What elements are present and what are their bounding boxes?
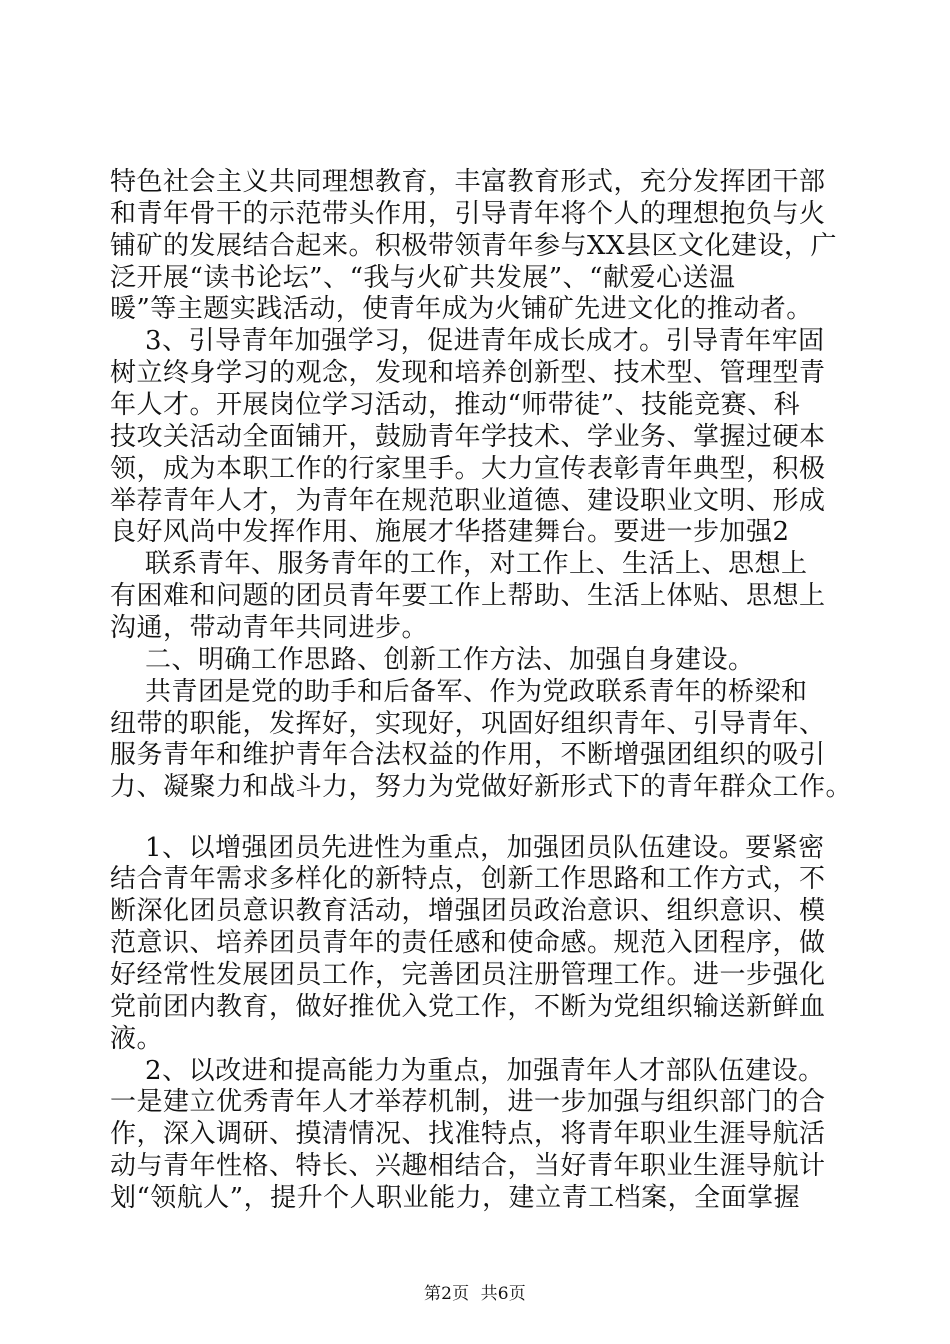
text-line: 暖”等主题实践活动，使青年成为火铺矿先进文化的推动者。 [110, 294, 813, 324]
text-line: 好经常性发展团员工作，完善团员注册管理工作。进一步强化 [110, 960, 826, 990]
text-line: 液。 [110, 1024, 164, 1054]
text-line: 2、以改进和提高能力为重点，加强青年人才部队伍建设。 [110, 1056, 825, 1086]
text-line: 举荐青年人才，为青年在规范职业道德、建设职业文明、形成 [110, 486, 826, 516]
text-line: 动与青年性格、特长、兴趣相结合，当好青年职业生涯导航计 [110, 1151, 826, 1181]
text-line: 3、引导青年加强学习，促进青年成长成才。引导青年牢固 [110, 326, 825, 356]
page-number-footer: 第2页 共6页 [423, 1284, 527, 1304]
text-line: 树立终身学习的观念，发现和培养创新型、技术型、管理型青 [110, 358, 826, 388]
text-line: 范意识、培养团员青年的责任感和使命感。规范入团程序，做 [110, 928, 826, 958]
text-line: 技攻关活动全面铺开，鼓励青年学技术、学业务、掌握过硬本 [110, 422, 826, 452]
text-line: 年人才。开展岗位学习活动，推动“师带徒”、技能竞赛、科 [110, 390, 801, 420]
text-line: 划“领航人”，提升个人职业能力，建立青工档案，全面掌握 [110, 1183, 801, 1213]
text-line: 1、以增强团员先进性为重点，加强团员队伍建设。要紧密 [110, 833, 825, 863]
text-line: 领，成为本职工作的行家里手。大力宣传表彰青年典型，积极 [110, 454, 826, 484]
text-line: 二、明确工作思路、创新工作方法、加强自身建设。 [110, 645, 755, 675]
text-line: 沟通，带动青年共同进步。 [110, 613, 429, 643]
text-line: 联系青年、服务青年的工作，对工作上、生活上、思想上 [110, 549, 808, 579]
text-line: 有困难和问题的团员青年要工作上帮助、生活上体贴、思想上 [110, 581, 826, 611]
text-line: 力、凝聚力和战斗力，努力为党做好新形式下的青年群众工作。 [110, 772, 853, 802]
text-line: 特色社会主义共同理想教育，丰富教育形式，充分发挥团干部 [110, 167, 826, 197]
text-line: 作，深入调研、摸清情况、找准特点，将青年职业生涯导航活 [110, 1119, 826, 1149]
text-line: 服务青年和维护青年合法权益的作用，不断增强团组织的吸引 [110, 740, 826, 770]
text-line: 断深化团员意识教育活动，增强团员政治意识、组织意识、模 [110, 896, 826, 926]
text-line: 纽带的职能，发挥好，实现好，巩固好组织青年、引导青年、 [110, 709, 826, 739]
text-line: 一是建立优秀青年人才举荐机制，进一步加强与组织部门的合 [110, 1087, 826, 1117]
text-line: 结合青年需求多样化的新特点，创新工作思路和工作方式，不 [110, 864, 826, 894]
text-line: 和青年骨干的示范带头作用，引导青年将个人的理想抱负与火 [110, 199, 826, 229]
text-line: 良好风尚中发挥作用、施展才华搭建舞台。要进一步加强2 [110, 517, 790, 547]
text-line: 共青团是党的助手和后备军、作为党政联系青年的桥梁和 [110, 677, 808, 707]
text-line: 党前团内教育，做好推优入党工作，不断为党组织输送新鲜血 [110, 992, 826, 1022]
text-line: 泛开展“读书论坛”、“我与火矿共发展”、“献爱心送温 [110, 263, 736, 293]
text-line: 铺矿的发展结合起来。积极带领青年参与XX县区文化建设，广 [110, 231, 838, 261]
